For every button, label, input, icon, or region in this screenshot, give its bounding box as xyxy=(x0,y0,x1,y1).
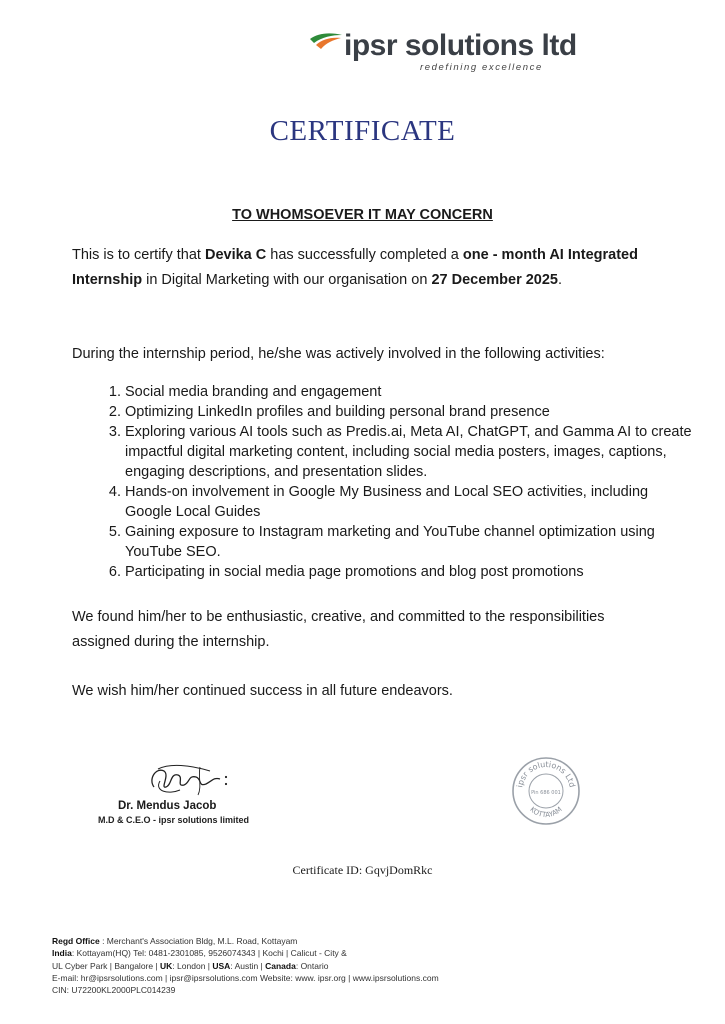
salutation-heading: TO WHOMSOEVER IT MAY CONCERN xyxy=(232,207,493,223)
footer-address xyxy=(52,935,439,996)
logo-swoosh-icon xyxy=(308,31,344,53)
footer-india-label: India xyxy=(52,948,72,959)
svg-text:KOTTAYAM xyxy=(528,805,563,819)
recipient-name: Devika C xyxy=(204,247,267,263)
intro-text-1: This is to certify that xyxy=(72,247,205,263)
activity-item: 5. Gaining exposure to Instagram marketing and YouTube channel optimization using YouTube SEO. xyxy=(125,522,692,562)
footer-usa-label: USA xyxy=(212,960,231,971)
footer-cin: CIN: U72200KL2000PLC014239 xyxy=(52,985,176,996)
certificate-id: Certificate ID: GqvjDomRkc xyxy=(292,863,433,877)
intro-text-2: has successfully completed a xyxy=(266,247,463,263)
footer-regd-label: Regd Office xyxy=(52,936,100,946)
logo-tagline: redefining excellence xyxy=(420,62,543,73)
company-logo xyxy=(308,27,598,77)
certificate-title: CERTIFICATE xyxy=(269,115,456,147)
footer-emails: E-mail: hr@ipsrsolutions.com | ipsr@ipsrsolutions.com Website: www. ipsr.org | www.ipsrsolutions.com xyxy=(52,972,439,983)
logo-company-name: ipsr solutions ltd xyxy=(344,29,577,62)
footer-canada-label: Canada xyxy=(265,960,296,971)
signatory-name: Dr. Mendus Jacob xyxy=(118,800,217,812)
intro-paragraph xyxy=(72,243,662,293)
activity-item: 6. Participating in social media page promotions and blog post promotions xyxy=(125,562,692,582)
footer-india-value: : Kottayam(HQ) Tel: 0481-2301085, 9526074343 | Kochi | Calicut - City & xyxy=(71,948,347,959)
signatory-role: M.D & C.E.O - ipsr solutions limited xyxy=(98,815,250,825)
activities-intro: During the internship period, he/she was actively involved in the following activities: xyxy=(72,346,605,362)
seal-bottom-text: KOTTAYAM xyxy=(528,805,564,820)
program-name: one - month AI Integrated Internship xyxy=(72,247,638,288)
closing-paragraph-2: We wish him/her continued success in all future endeavors. xyxy=(72,683,453,699)
activity-item: 4. Hands-on involvement in Google My Business and Local SEO activities, including Google Local Guides xyxy=(125,482,692,522)
company-seal-stamp xyxy=(510,755,582,827)
activity-item: 1. Social media branding and engagement xyxy=(125,382,692,402)
signature-image xyxy=(140,757,235,799)
activities-list xyxy=(72,382,692,582)
completion-date: 27 December 2025 xyxy=(431,272,559,288)
seal-top-text: ipsr solutions Ltd xyxy=(515,759,577,789)
footer-canada-value: : Ontario xyxy=(295,960,329,971)
footer-uk-label: UK xyxy=(160,960,173,971)
footer-regd-value: : Merchant's Association Bldg, M.L. Road, Kottayam xyxy=(99,936,298,946)
footer-uk-value: : London | xyxy=(172,960,213,971)
closing-paragraph-1: We found him/her to be enthusiastic, creative, and committed to the responsibilities assigned during the internship. xyxy=(72,609,605,650)
seal-center-text: Pin 686 001 xyxy=(531,790,561,796)
activity-item: 3. Exploring various AI tools such as Predis.ai, Meta AI, ChatGPT, and Gamma AI to create impactful digital marketing content, including social media posters, images, captions, engaging descriptions, and presentation slides. xyxy=(125,422,692,482)
intro-text-3: in Digital Marketing with our organisation on xyxy=(142,272,432,288)
footer-line3: UL Cyber Park | Bangalore | xyxy=(52,960,161,971)
footer-usa-value: : Austin | xyxy=(230,960,266,971)
activity-item: 2. Optimizing LinkedIn profiles and building personal brand presence xyxy=(125,402,692,422)
intro-text-4: . xyxy=(558,272,563,288)
